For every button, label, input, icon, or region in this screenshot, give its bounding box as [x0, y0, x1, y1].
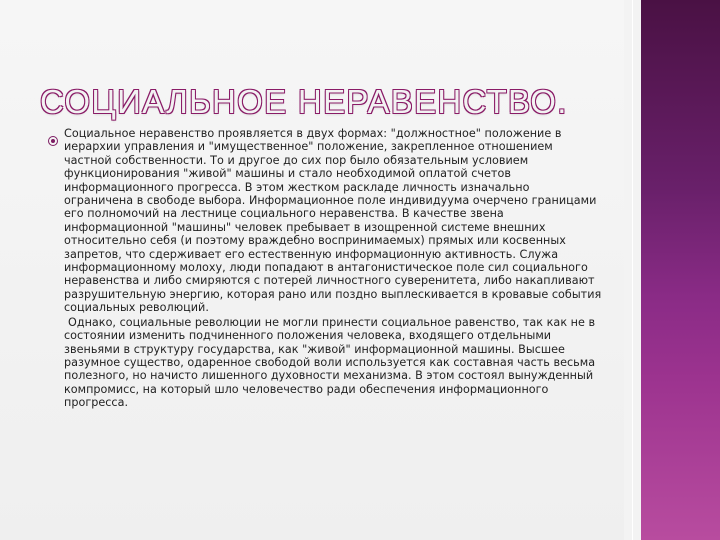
slide-body-text — [64, 127, 602, 410]
bullet-dot — [51, 139, 55, 143]
decorative-sidebar — [641, 0, 720, 540]
sidebar-divider — [632, 0, 633, 540]
paragraph-2: Однако, социальные революции не могли принести социальное равенство, так как не в состоянии изменить подчиненного положения человека, входящего отдельными звеньями в структуру государства, как "живой" информационной машины. Высшее разумное существо, одаренное свободой воли используется как составная часть весьма полезного, но начисто лишенного духовности механизма. В этом состоял вынужденный компромисс, на который шло человечество ради обеспечения информационного прогресса. — [64, 315, 596, 410]
slide-title: СОЦИАЛЬНОЕ НЕРАВЕНСТВО. — [40, 83, 568, 120]
circle-dot-bullet-icon — [48, 136, 60, 148]
paragraph-1: Социальное неравенство проявляется в двух формах: "должностное" положение в иерархии управления и "имущественное" положение, закрепленное отношением частной собственности. То и другое до сих пор было обязательным условием функционирования "живой" машины и стало необходимой оплатой счетов информационного прогресса. В этом жестком раскладе личность изначально ограничена в свободе выбора. Информационное поле индивидуума очерчено границами его полномочий на лестнице социального неравенства. В качестве звена информационной "машины" человек пребывает в изощренной системе внешних относительно себя (и поэтому враждебно воспринимаемых) прямых или косвенных запретов, что сдерживает его естественную информационную активность. Служа информационному молоху, люди попадают в антагонистическое поле сил социального неравенства и либо смиряются с потерей личностного суверенитета, либо накапливают разрушительную энергию, которая рано или поздно выплескивается в кровавые события социальных революций. — [64, 127, 602, 315]
